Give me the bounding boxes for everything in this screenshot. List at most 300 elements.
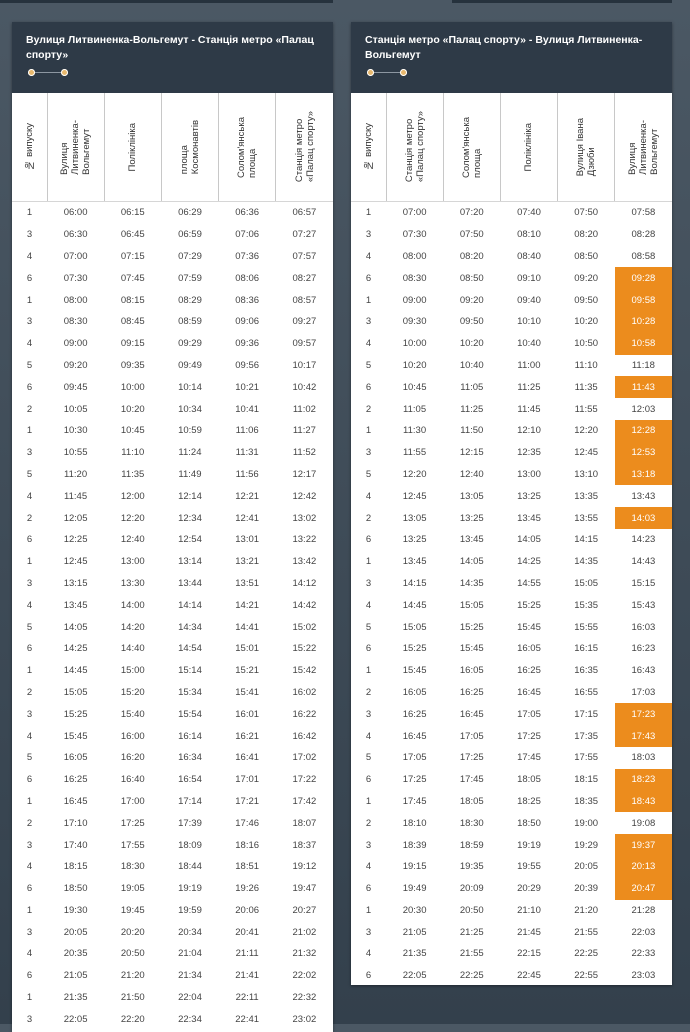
time-cell: 07:30 — [402, 229, 427, 241]
time-cell: 19:26 — [235, 883, 260, 895]
time-cell: 15:05 — [402, 621, 427, 633]
time-cell: 11:49 — [178, 468, 202, 480]
time-cell: 18:09 — [178, 839, 202, 851]
table-row — [351, 834, 672, 856]
time-cell: 11:10 — [574, 359, 598, 371]
time-cell: 07:30 — [63, 272, 88, 284]
time-cell: 20:30 — [402, 904, 427, 916]
table-row — [12, 333, 333, 355]
time-cell: 15:05 — [63, 686, 88, 698]
time-cell: 22:15 — [517, 948, 541, 960]
departure-number-cell: 1 — [365, 795, 372, 807]
time-cell: 11:35 — [574, 381, 598, 393]
time-cell: 16:03 — [631, 621, 656, 633]
table-row — [351, 965, 672, 987]
table-row — [351, 246, 672, 268]
departure-number-cell: 4 — [365, 730, 372, 742]
time-cell: 07:20 — [459, 207, 484, 219]
time-cell: 09:58 — [615, 289, 672, 311]
time-cell: 15:25 — [517, 599, 541, 611]
time-cell: 20:29 — [517, 883, 541, 895]
time-cell: 06:45 — [120, 229, 145, 241]
time-cell: 14:14 — [178, 599, 202, 611]
departure-number-cell: 4 — [365, 861, 372, 873]
column-header: Солом'янська площа — [443, 93, 500, 202]
time-cell: 20:09 — [459, 883, 484, 895]
time-cell: 10:58 — [615, 333, 672, 355]
time-cell: 18:50 — [63, 883, 88, 895]
time-cell: 12:00 — [120, 490, 145, 502]
table-row — [12, 485, 333, 507]
time-cell: 09:57 — [292, 338, 317, 350]
timetable-body — [351, 202, 672, 987]
time-cell: 15:05 — [574, 577, 599, 589]
time-cell: 19:12 — [292, 861, 317, 873]
time-cell: 06:59 — [178, 229, 202, 241]
time-cell: 09:50 — [459, 316, 484, 328]
departure-number-cell: 1 — [365, 425, 372, 437]
time-cell: 22:34 — [178, 1013, 202, 1025]
time-cell: 21:11 — [235, 948, 259, 960]
time-cell: 21:28 — [631, 904, 656, 916]
departure-number-cell: 3 — [365, 708, 372, 720]
departure-number-cell: 5 — [365, 468, 372, 480]
time-cell: 11:55 — [574, 403, 598, 415]
time-cell: 17:43 — [615, 725, 672, 747]
time-cell: 21:05 — [63, 970, 88, 982]
time-cell: 18:44 — [178, 861, 202, 873]
time-cell: 16:15 — [574, 643, 599, 655]
time-cell: 08:20 — [574, 229, 599, 241]
time-cell: 08:50 — [459, 272, 484, 284]
time-cell: 17:25 — [517, 730, 541, 742]
table-row — [12, 376, 333, 398]
table-row — [12, 638, 333, 660]
time-cell: 13:55 — [574, 512, 599, 524]
time-cell: 10:00 — [402, 338, 427, 350]
time-cell: 18:35 — [574, 795, 599, 807]
time-cell: 19:00 — [574, 817, 599, 829]
time-cell: 11:31 — [235, 447, 259, 459]
time-cell: 16:05 — [63, 752, 88, 764]
time-cell: 13:42 — [292, 556, 317, 568]
time-cell: 12:45 — [402, 490, 427, 502]
table-row — [351, 464, 672, 486]
table-row — [351, 791, 672, 813]
time-cell: 19:15 — [402, 861, 427, 873]
table-row — [351, 442, 672, 464]
column-header: Вулиця Івана Дзюби — [558, 93, 615, 202]
time-cell: 22:33 — [631, 948, 656, 960]
time-cell: 14:05 — [459, 556, 484, 568]
time-cell: 09:49 — [178, 359, 202, 371]
departure-number-cell: 6 — [26, 643, 33, 655]
time-cell: 14:45 — [63, 665, 88, 677]
time-cell: 17:46 — [235, 817, 260, 829]
time-cell: 11:30 — [403, 425, 427, 437]
time-cell: 21:05 — [402, 926, 427, 938]
time-cell: 10:28 — [615, 311, 672, 333]
time-cell: 14:42 — [292, 599, 317, 611]
time-cell: 09:10 — [517, 272, 541, 284]
table-row — [12, 267, 333, 289]
time-cell: 10:59 — [178, 425, 202, 437]
time-cell: 13:25 — [459, 512, 484, 524]
time-cell: 20:34 — [178, 926, 202, 938]
time-cell: 10:20 — [402, 359, 427, 371]
time-cell: 16:25 — [63, 774, 88, 786]
departure-number-cell: 3 — [365, 447, 372, 459]
card-header — [12, 22, 333, 93]
time-cell: 09:40 — [517, 294, 541, 306]
departure-number-cell: 1 — [365, 294, 372, 306]
time-cell: 18:15 — [63, 861, 88, 873]
table-row — [12, 616, 333, 638]
time-cell: 16:20 — [120, 752, 145, 764]
table-row — [12, 551, 333, 573]
time-cell: 18:05 — [459, 795, 484, 807]
column-header: № випуску — [351, 93, 386, 202]
time-cell: 21:04 — [178, 948, 202, 960]
time-cell: 08:00 — [63, 294, 88, 306]
table-row — [12, 703, 333, 725]
departure-number-cell: 6 — [26, 272, 33, 284]
table-row — [12, 311, 333, 333]
table-row — [12, 289, 333, 311]
table-row — [12, 507, 333, 529]
time-cell: 19:49 — [402, 883, 427, 895]
table-row — [351, 878, 672, 900]
time-cell: 13:18 — [615, 464, 672, 486]
time-cell: 21:02 — [292, 926, 317, 938]
time-cell: 22:41 — [235, 1013, 260, 1025]
time-cell: 15:15 — [631, 577, 656, 589]
time-cell: 13:51 — [235, 577, 260, 589]
time-cell: 07:29 — [178, 250, 202, 262]
time-cell: 21:20 — [120, 970, 145, 982]
time-cell: 15:22 — [292, 643, 317, 655]
time-cell: 10:00 — [120, 381, 145, 393]
time-cell: 15:35 — [574, 599, 599, 611]
time-cell: 15:14 — [178, 665, 202, 677]
departure-number-cell: 1 — [26, 795, 33, 807]
table-row — [12, 1008, 333, 1030]
time-cell: 09:35 — [120, 359, 145, 371]
time-cell: 12:42 — [292, 490, 317, 502]
time-cell: 22:05 — [402, 970, 427, 982]
time-cell: 11:05 — [460, 381, 484, 393]
time-cell: 12:10 — [517, 425, 541, 437]
time-cell: 11:56 — [235, 468, 259, 480]
departure-number-cell: 2 — [26, 403, 33, 415]
departure-number-cell: 4 — [26, 948, 33, 960]
departure-number-cell: 6 — [365, 643, 372, 655]
time-cell: 16:45 — [63, 795, 88, 807]
departure-number-cell: 1 — [26, 665, 33, 677]
time-cell: 10:55 — [63, 447, 88, 459]
time-cell: 23:03 — [631, 970, 656, 982]
time-cell: 08:06 — [235, 272, 260, 284]
column-header: Станція метро «Палац спорту» — [276, 93, 333, 202]
departure-number-cell: 4 — [26, 490, 33, 502]
time-cell: 08:36 — [235, 294, 260, 306]
table-row — [12, 573, 333, 595]
time-cell: 15:43 — [631, 599, 656, 611]
table-row — [351, 289, 672, 311]
time-cell: 17:03 — [631, 686, 656, 698]
time-cell: 13:00 — [120, 556, 145, 568]
time-cell: 07:00 — [402, 207, 427, 219]
departure-number-cell: 3 — [26, 926, 33, 938]
departure-number-cell: 1 — [365, 665, 372, 677]
departure-number-cell: 5 — [26, 359, 33, 371]
time-cell: 10:30 — [63, 425, 88, 437]
time-cell: 13:44 — [178, 577, 202, 589]
time-cell: 11:00 — [517, 359, 541, 371]
time-cell: 15:05 — [459, 599, 484, 611]
time-cell: 17:45 — [402, 795, 427, 807]
departure-number-cell: 3 — [365, 926, 372, 938]
time-cell: 16:21 — [235, 730, 260, 742]
time-cell: 23:02 — [292, 1013, 317, 1025]
time-cell: 21:25 — [459, 926, 484, 938]
time-cell: 13:10 — [574, 468, 599, 480]
time-cell: 13:30 — [120, 577, 145, 589]
time-cell: 07:50 — [459, 229, 484, 241]
time-cell: 16:41 — [235, 752, 260, 764]
time-cell: 13:02 — [292, 512, 317, 524]
departure-number-cell: 3 — [365, 839, 372, 851]
route-title: Вулиця Литвиненка-Вольгемут - Станція метро «Палац спорту» — [26, 34, 314, 61]
time-cell: 06:00 — [63, 207, 88, 219]
time-cell: 08:59 — [178, 316, 202, 328]
departure-number-cell: 3 — [365, 229, 372, 241]
time-cell: 16:45 — [402, 730, 427, 742]
time-cell: 13:45 — [459, 534, 484, 546]
departure-number-cell: 1 — [26, 425, 33, 437]
time-cell: 13:43 — [631, 490, 656, 502]
column-header: Поліклініка — [104, 93, 161, 202]
time-cell: 21:55 — [574, 926, 599, 938]
departure-number-cell: 1 — [26, 207, 33, 219]
time-cell: 20:05 — [63, 926, 88, 938]
time-cell: 14:21 — [235, 599, 260, 611]
departure-number-cell: 2 — [26, 817, 33, 829]
time-cell: 14:54 — [178, 643, 202, 655]
time-cell: 20:47 — [615, 878, 672, 900]
departure-number-cell: 4 — [365, 490, 372, 502]
departure-number-cell: 1 — [26, 294, 33, 306]
table-row — [12, 791, 333, 813]
time-cell: 07:36 — [235, 250, 260, 262]
departure-number-cell: 4 — [365, 948, 372, 960]
departure-number-cell: 2 — [365, 686, 372, 698]
time-cell: 14:35 — [459, 577, 484, 589]
time-cell: 15:40 — [120, 708, 145, 720]
time-cell: 18:43 — [615, 791, 672, 813]
time-cell: 12:20 — [574, 425, 599, 437]
time-cell: 07:50 — [574, 207, 599, 219]
time-cell: 11:18 — [631, 359, 655, 371]
time-cell: 14:03 — [615, 507, 672, 529]
departure-number-cell: 4 — [365, 599, 372, 611]
time-cell: 16:54 — [178, 774, 202, 786]
time-cell: 19:37 — [615, 834, 672, 856]
time-cell: 12:14 — [178, 490, 202, 502]
time-cell: 19:05 — [120, 883, 145, 895]
time-cell: 13:01 — [235, 534, 260, 546]
departure-number-cell: 4 — [365, 338, 372, 350]
time-cell: 22:45 — [517, 970, 541, 982]
time-cell: 10:45 — [120, 425, 145, 437]
time-cell: 16:05 — [459, 665, 484, 677]
time-cell: 18:07 — [292, 817, 317, 829]
time-cell: 14:55 — [517, 577, 541, 589]
departure-number-cell: 3 — [26, 229, 33, 241]
time-cell: 17:42 — [292, 795, 317, 807]
time-cell: 18:50 — [517, 817, 541, 829]
column-header: Поліклініка — [500, 93, 557, 202]
time-cell: 20:27 — [292, 904, 317, 916]
table-row — [12, 224, 333, 246]
time-cell: 12:53 — [615, 442, 672, 464]
time-cell: 15:45 — [402, 665, 427, 677]
time-cell: 14:45 — [402, 599, 427, 611]
time-cell: 17:25 — [459, 752, 484, 764]
time-cell: 09:36 — [235, 338, 260, 350]
time-cell: 15:21 — [235, 665, 260, 677]
departure-number-cell: 3 — [26, 316, 33, 328]
table-row — [351, 529, 672, 551]
time-cell: 18:15 — [574, 774, 599, 786]
departure-number-cell: 3 — [365, 577, 372, 589]
departure-number-cell: 4 — [26, 338, 33, 350]
time-cell: 20:13 — [615, 856, 672, 878]
time-cell: 10:21 — [235, 381, 260, 393]
time-cell: 22:20 — [120, 1013, 145, 1025]
time-cell: 12:34 — [178, 512, 202, 524]
time-cell: 09:45 — [63, 381, 88, 393]
time-cell: 07:58 — [631, 207, 656, 219]
table-row — [12, 529, 333, 551]
table-row — [351, 856, 672, 878]
table-row — [351, 224, 672, 246]
time-cell: 15:25 — [402, 643, 427, 655]
departure-number-cell: 4 — [365, 250, 372, 262]
departure-number-cell: 5 — [365, 621, 372, 633]
table-row — [351, 267, 672, 289]
time-cell: 09:00 — [402, 294, 427, 306]
time-cell: 19:29 — [574, 839, 599, 851]
table-row — [351, 485, 672, 507]
time-cell: 14:00 — [120, 599, 145, 611]
time-cell: 13:45 — [402, 556, 427, 568]
time-cell: 21:50 — [120, 992, 145, 1004]
time-cell: 20:06 — [235, 904, 260, 916]
time-cell: 07:59 — [178, 272, 202, 284]
time-cell: 11:50 — [460, 425, 484, 437]
table-row — [12, 682, 333, 704]
time-cell: 17:45 — [459, 774, 484, 786]
time-cell: 12:35 — [517, 447, 541, 459]
table-row — [351, 769, 672, 791]
time-cell: 10:20 — [120, 403, 145, 415]
time-cell: 06:36 — [235, 207, 260, 219]
time-cell: 22:05 — [63, 1013, 88, 1025]
time-cell: 18:30 — [120, 861, 145, 873]
time-cell: 11:35 — [121, 468, 145, 480]
time-cell: 17:21 — [235, 795, 260, 807]
time-cell: 17:40 — [63, 839, 88, 851]
time-cell: 17:05 — [517, 708, 541, 720]
timetable — [12, 93, 333, 1030]
time-cell: 08:40 — [517, 250, 541, 262]
table-row — [351, 900, 672, 922]
time-cell: 17:55 — [120, 839, 145, 851]
time-cell: 13:05 — [402, 512, 427, 524]
route-direction-icon — [367, 68, 407, 78]
table-row — [12, 878, 333, 900]
timetable — [351, 93, 672, 987]
time-cell: 12:20 — [120, 512, 145, 524]
time-cell: 15:00 — [120, 665, 145, 677]
time-cell: 11:05 — [403, 403, 427, 415]
table-row — [12, 965, 333, 987]
time-cell: 10:40 — [459, 359, 484, 371]
table-row — [12, 747, 333, 769]
departure-number-cell: 6 — [365, 381, 372, 393]
table-row — [351, 311, 672, 333]
time-cell: 14:40 — [120, 643, 145, 655]
time-cell: 08:30 — [63, 316, 88, 328]
time-cell: 18:30 — [459, 817, 484, 829]
table-row — [351, 660, 672, 682]
departure-number-cell: 6 — [26, 381, 33, 393]
time-cell: 16:01 — [235, 708, 260, 720]
departure-number-cell: 1 — [365, 904, 372, 916]
time-cell: 06:57 — [292, 207, 317, 219]
time-cell: 10:40 — [517, 338, 541, 350]
table-row — [351, 725, 672, 747]
time-cell: 13:22 — [292, 534, 317, 546]
time-cell: 16:22 — [292, 708, 317, 720]
time-cell: 13:21 — [235, 556, 260, 568]
departure-number-cell: 5 — [26, 468, 33, 480]
time-cell: 17:00 — [120, 795, 145, 807]
time-cell: 11:45 — [64, 490, 88, 502]
time-cell: 15:45 — [63, 730, 88, 742]
time-cell: 12:03 — [631, 403, 656, 415]
time-cell: 18:23 — [615, 769, 672, 791]
departure-number-cell: 3 — [26, 839, 33, 851]
time-cell: 11:45 — [517, 403, 541, 415]
time-cell: 13:45 — [517, 512, 541, 524]
column-header: № випуску — [12, 93, 47, 202]
time-cell: 14:35 — [574, 556, 599, 568]
time-cell: 13:25 — [517, 490, 541, 502]
time-cell: 19:47 — [292, 883, 317, 895]
time-cell: 20:35 — [63, 948, 88, 960]
time-cell: 16:40 — [120, 774, 145, 786]
table-row — [351, 573, 672, 595]
time-cell: 21:35 — [402, 948, 427, 960]
time-cell: 16:45 — [517, 686, 541, 698]
table-row — [351, 507, 672, 529]
time-cell: 22:55 — [574, 970, 599, 982]
time-cell: 07:40 — [517, 207, 541, 219]
time-cell: 08:10 — [517, 229, 541, 241]
departure-number-cell: 3 — [26, 1013, 33, 1025]
